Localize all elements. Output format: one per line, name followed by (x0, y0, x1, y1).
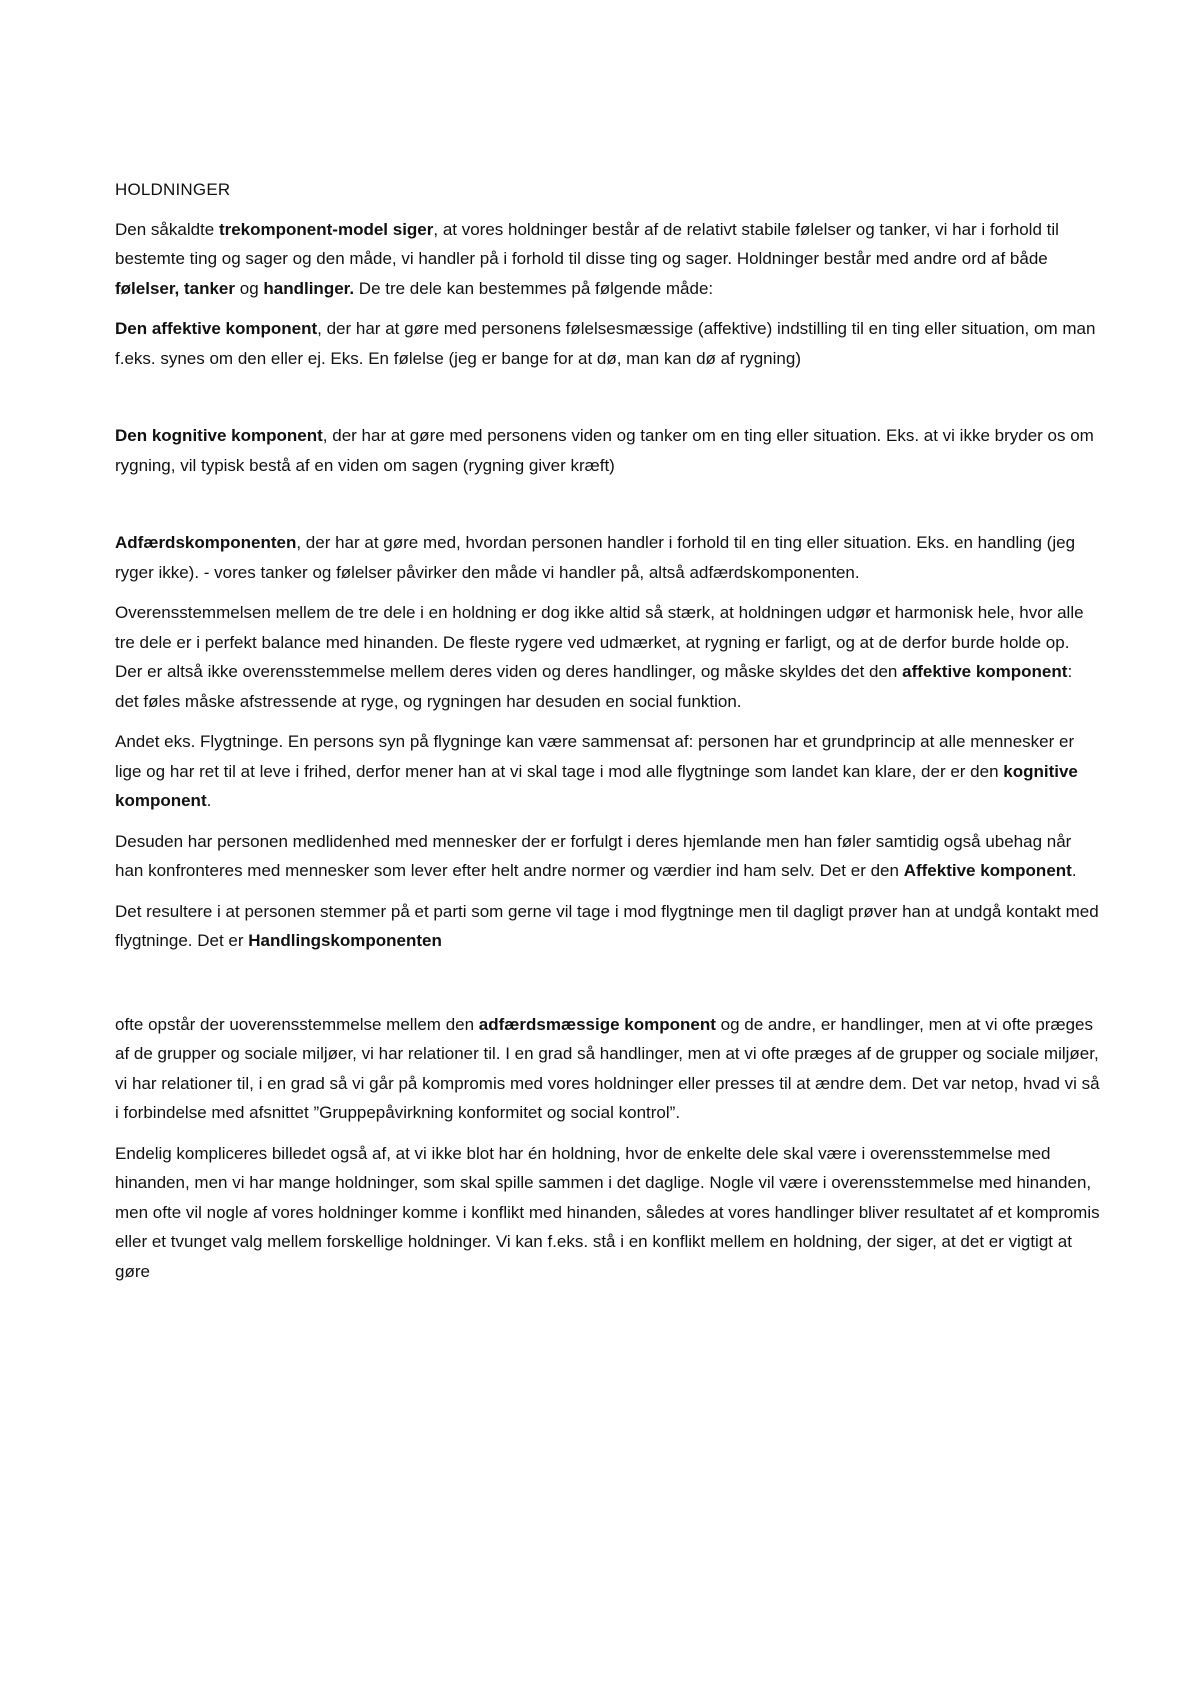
text-span: , der har at gøre med, hvordan personen handler i forhold til en ting eller situation. Eks. en handling (jeg ryger ikke). - vores tanker og følelser påvirker den måde vi handler på, altså adfærdskomponenten. (115, 533, 1076, 582)
text-span: Det resultere i at personen stemmer på et parti som gerne vil tage i mod flygtninge men til dagligt prøver han at undgå kontakt med flygtninge. Det er (115, 901, 1099, 950)
text-span: : det føles måske afstressende at ryge, og rygningen har desuden en social funktion. (115, 662, 1073, 711)
bold-term: Handlingskomponenten (248, 931, 442, 950)
paragraph-affective-component (115, 314, 1100, 373)
text-span: , der har at gøre med personens følelsesmæssige (affektive) indstilling til en ting eller situation, om man f.eks. synes om den eller ej. Eks. En følelse (jeg er bange for at dø, man kan dø af rygning) (115, 319, 1096, 368)
bold-term: affektive komponent (902, 662, 1068, 681)
bold-term: handlinger. (263, 278, 355, 298)
bold-term: følelser, tanker (115, 278, 236, 298)
paragraph-inconsistency (115, 1010, 1100, 1128)
text-span: . (1071, 861, 1077, 880)
text-span: Desuden har personen medlidenhed med mennesker der er forfulgt i deres hjemlande men han føler samtidig også ubehag når han konfronteres med mennesker som lever efter helt andre normer og værdier ind ham selv. Det er den (115, 831, 1072, 880)
text-span: . (206, 791, 212, 810)
text-span: Overensstemmelsen mellem de tre dele i en holdning er dog ikke altid så stærk, at holdningen udgør et harmonisk hele, hvor alle tre dele er i perfekt balance med hinanden. De fleste rygere ved udmærket, at rygning er farligt, og at de derfor burde holde op. Der er altså ikke overensstemmelse mellem deres viden og deres handlinger, og måske skyldes det den (115, 603, 1084, 681)
text-span: og (235, 278, 264, 298)
paragraph-voting (115, 897, 1100, 956)
bold-term: kognitive komponent (115, 761, 1078, 810)
text-span: , der har at gøre med personens viden og tanker om en ting eller situation. Eks. at vi ikke bryder os om rygning, vil typisk bestå af en viden om sagen (rygning giver kræft) (115, 426, 1094, 475)
paragraph-cognitive-component (115, 421, 1100, 480)
bold-term: Den kognitive komponent (115, 426, 323, 445)
bold-term: Affektive komponent (903, 861, 1072, 880)
paragraph-compassion (115, 827, 1100, 886)
text-span: , at vores holdninger består af de relativt stabile følelser og tanker, vi har i forhold til bestemte ting og sager og den måde, vi handler på i forhold til disse ting og sager. Holdninger består med andre ord af både (115, 219, 1059, 268)
bold-term: Adfærdskomponenten (115, 533, 297, 552)
bold-term: adfærdsmæssige komponent (478, 1014, 716, 1034)
paragraph-refugees-example (115, 727, 1100, 816)
document-title: HOLDNINGER (115, 180, 231, 199)
bold-term: Den affektive komponent (115, 319, 318, 338)
text-span: Andet eks. Flygtninge. En persons syn på flygninge kan være sammensat af: personen har et grundprincip at alle mennesker er lige og har ret til at leve i frihed, derfor mener han at vi skal tage i mod alle flygtninge som landet kan klare, der er den (115, 732, 1075, 781)
text-span: og de andre, er handlinger, men at vi ofte præges af de grupper og sociale miljøer, vi har relationer til. I en grad så handlinger, men at vi ofte præges af de grupper og sociale miljøer, vi har relationer til, i en grad så vi går på kompromis med vores holdninger eller presses til at ændre dem. Det var netop, hvad vi så i forbindelse med afsnittet ”Gruppepåvirkning konformitet og social kontrol”. (115, 1014, 1100, 1122)
text-span: ofte opstår der uoverensstemmelse mellem den (115, 1014, 479, 1034)
paragraph-consistency (115, 598, 1100, 716)
text-span: De tre dele kan bestemmes på følgende måde: (354, 278, 714, 298)
document-body (115, 175, 1100, 1297)
bold-term: trekomponent-model siger (218, 219, 434, 239)
text-span: Den såkaldte (115, 219, 219, 239)
paragraph-complications (115, 1139, 1100, 1287)
paragraph-trekomponent-model (115, 215, 1100, 304)
paragraph-behavioral-component (115, 528, 1100, 587)
text-span: Endelig kompliceres billedet også af, at vi ikke blot har én holdning, hvor de enkelte dele skal være i overensstemmelse med hinanden, men vi har mange holdninger, som skal spille sammen i det daglige. Nogle vil være i overensstemmelse med hinanden, men ofte vil nogle af vores holdninger komme i konflikt med hinanden, således at vores handlinger bliver resultatet af et kompromis eller et tvunget valg mellem forskellige holdninger. Vi kan f.eks. stå i en konflikt mellem en holdning, der siger, at det er vigtigt at gøre (115, 1143, 1100, 1281)
